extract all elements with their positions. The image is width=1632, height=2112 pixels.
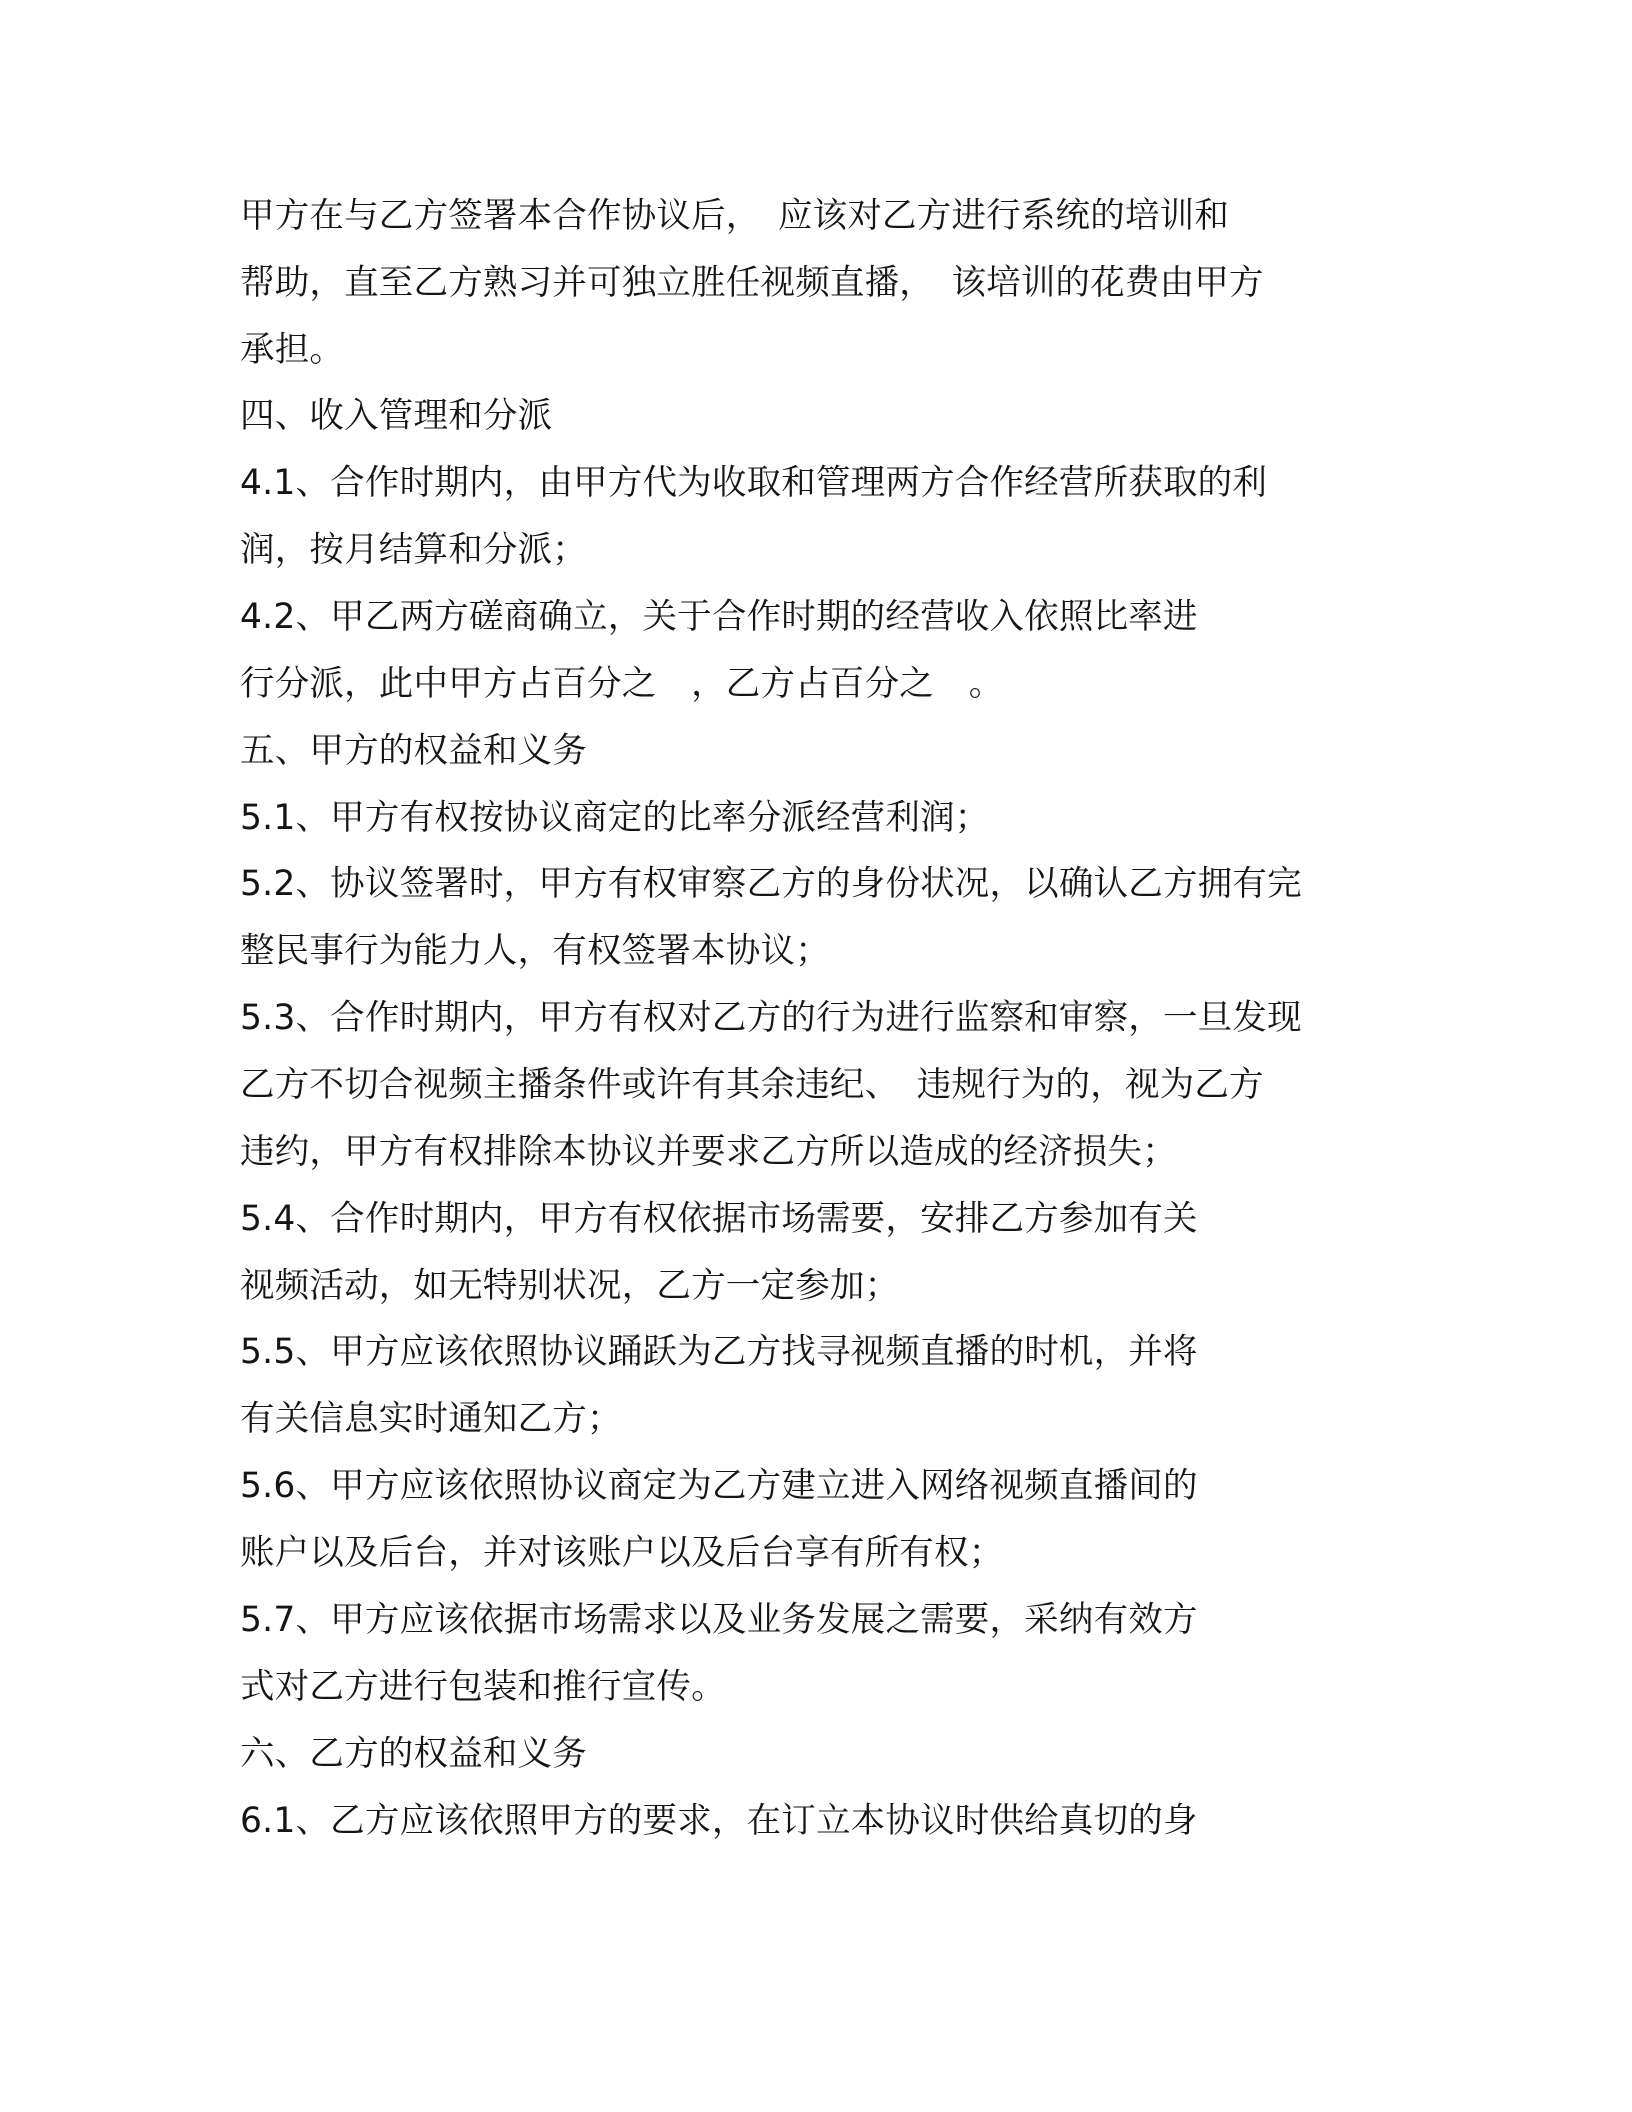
section-heading: 五、甲方的权益和义务 — [240, 731, 587, 771]
section-heading: 六、乙方的权益和义务 — [240, 1734, 587, 1774]
clause-4-2-line: 4.2、甲乙两方磋商确立，关于合作时期的经营收入依照比率进 — [240, 597, 1198, 637]
clause-4-1-line: 润，按月结算和分派； — [240, 530, 587, 570]
paragraph-line: 甲方在与乙方签署本合作协议后， 应该对乙方进行系统的培训和 — [240, 196, 1230, 236]
clause-5-2-line: 5.2、协议签署时，甲方有权审察乙方的身份状况，以确认乙方拥有完 — [240, 864, 1302, 904]
section-heading: 四、收入管理和分派 — [240, 396, 553, 436]
clause-5-1-line: 5.1、甲方有权按协议商定的比率分派经营利润； — [240, 798, 990, 838]
clause-5-6-line: 5.6、甲方应该依照协议商定为乙方建立进入网络视频直播间的 — [240, 1466, 1198, 1506]
clause-5-7-line: 5.7、甲方应该依据市场需求以及业务发展之需要，采纳有效方 — [240, 1600, 1198, 1640]
clause-4-2-line: 行分派，此中甲方占百分之 ，乙方占百分之 。 — [240, 664, 1004, 704]
clause-6-1-line: 6.1、乙方应该依照甲方的要求，在订立本协议时供给真切的身 — [240, 1801, 1198, 1841]
paragraph-line: 承担。 — [240, 330, 345, 370]
clause-5-4-line: 5.4、合作时期内，甲方有权依据市场需要，安排乙方参加有关 — [240, 1199, 1198, 1239]
clause-5-7-line: 式对乙方进行包装和推行宣传。 — [240, 1667, 726, 1707]
clause-4-1-line: 4.1、合作时期内，由甲方代为收取和管理两方合作经营所获取的利 — [240, 463, 1268, 503]
clause-5-3-line: 5.3、合作时期内，甲方有权对乙方的行为进行监察和审察，一旦发现 — [240, 998, 1302, 1038]
clause-5-4-line: 视频活动，如无特别状况，乙方一定参加； — [240, 1266, 900, 1306]
clause-5-5-line: 5.5、甲方应该依照协议踊跃为乙方找寻视频直播的时机，并将 — [240, 1332, 1198, 1372]
clause-5-5-line: 有关信息实时通知乙方； — [240, 1399, 622, 1439]
clause-5-6-line: 账户以及后台，并对该账户以及后台享有所有权； — [240, 1533, 1004, 1573]
clause-5-2-line: 整民事行为能力人，有权签署本协议； — [240, 931, 830, 971]
paragraph-line: 帮助，直至乙方熟习并可独立胜任视频直播， 该培训的花费由甲方 — [240, 263, 1264, 303]
clause-5-3-line: 违约，甲方有权排除本协议并要求乙方所以造成的经济损失； — [240, 1132, 1177, 1172]
clause-5-3-line: 乙方不切合视频主播条件或许有其余违纪、 违规行为的，视为乙方 — [240, 1065, 1264, 1105]
